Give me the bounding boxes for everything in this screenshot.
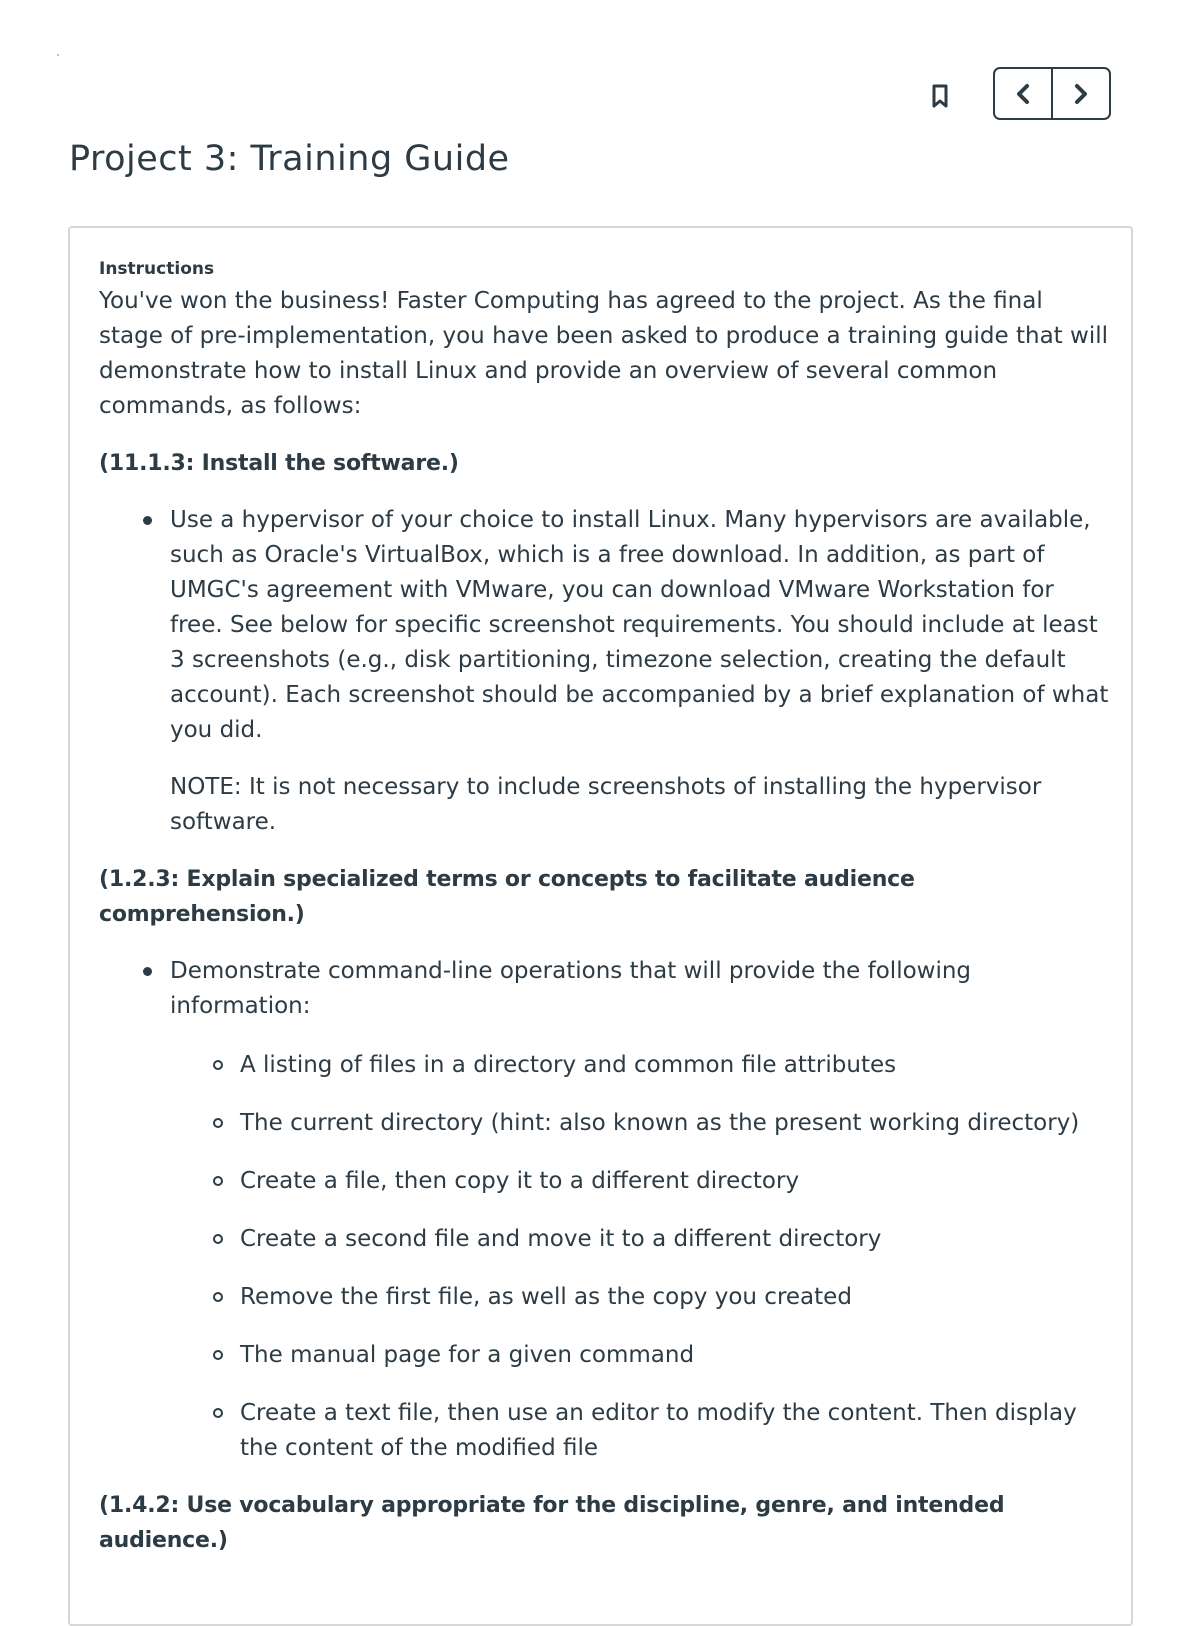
sublist-item: Remove the first file, as well as the copy you created — [240, 1280, 1109, 1315]
chevron-right-icon — [1073, 83, 1089, 105]
sublist-item: Create a file, then copy it to a different directory — [240, 1164, 1109, 1199]
stray-dot — [57, 54, 59, 56]
list-item — [170, 503, 1109, 840]
instructions-content — [99, 258, 1109, 1580]
commands-intro: Demonstrate command-line operations that will provide the following information: — [170, 958, 972, 1019]
sublist-item: The manual page for a given command — [240, 1338, 1109, 1373]
chevron-left-icon — [1015, 83, 1031, 105]
page-title: Project 3: Training Guide — [69, 139, 510, 179]
list-item — [170, 954, 1109, 1466]
commands-list — [99, 954, 1109, 1466]
next-button[interactable] — [1051, 69, 1109, 118]
intro-paragraph: You've won the business! Faster Computing has agreed to the project. As the final stage of pre-implementation, you have been asked to produce a training guide that will demonstrate how to install Linux and provide an overview of several common commands, as follows: — [99, 288, 1108, 419]
install-instructions: Use a hypervisor of your choice to install Linux. Many hypervisors are available, such as Oracle's VirtualBox, which is a free download. In addition, as part of UMGC's agreement with VMware, you can download VMware Workstation for free. See below for specific screenshot requirements. You should include at least 3 screenshots (e.g., disk partitioning, timezone selection, creating the default account). Each screenshot should be accompanied by a brief explanation of what you did. — [170, 507, 1109, 743]
sublist-item: Create a text file, then use an editor to modify the content. Then display the content of the modified file — [240, 1396, 1109, 1466]
sublist-item: The current directory (hint: also known as the present working directory) — [240, 1106, 1109, 1141]
commands-sublist — [170, 1048, 1109, 1466]
section-heading-vocabulary: (1.4.2: Use vocabulary appropriate for the discipline, genre, and intended audience.) — [99, 1493, 1005, 1553]
section-heading-terms: (1.2.3: Explain specialized terms or concepts to facilitate audience comprehension.) — [99, 867, 915, 927]
install-note: NOTE: It is not necessary to include screenshots of installing the hypervisor software. — [170, 774, 1042, 835]
module-nav — [993, 67, 1111, 120]
bookmark-icon[interactable] — [931, 84, 949, 108]
sublist-item: A listing of files in a directory and common file attributes — [240, 1048, 1109, 1083]
install-list — [99, 503, 1109, 840]
instructions-label: Instructions — [99, 259, 215, 279]
sublist-item: Create a second file and move it to a different directory — [240, 1222, 1109, 1257]
previous-button[interactable] — [995, 69, 1051, 118]
section-heading-install: (11.1.3: Install the software.) — [99, 451, 459, 476]
